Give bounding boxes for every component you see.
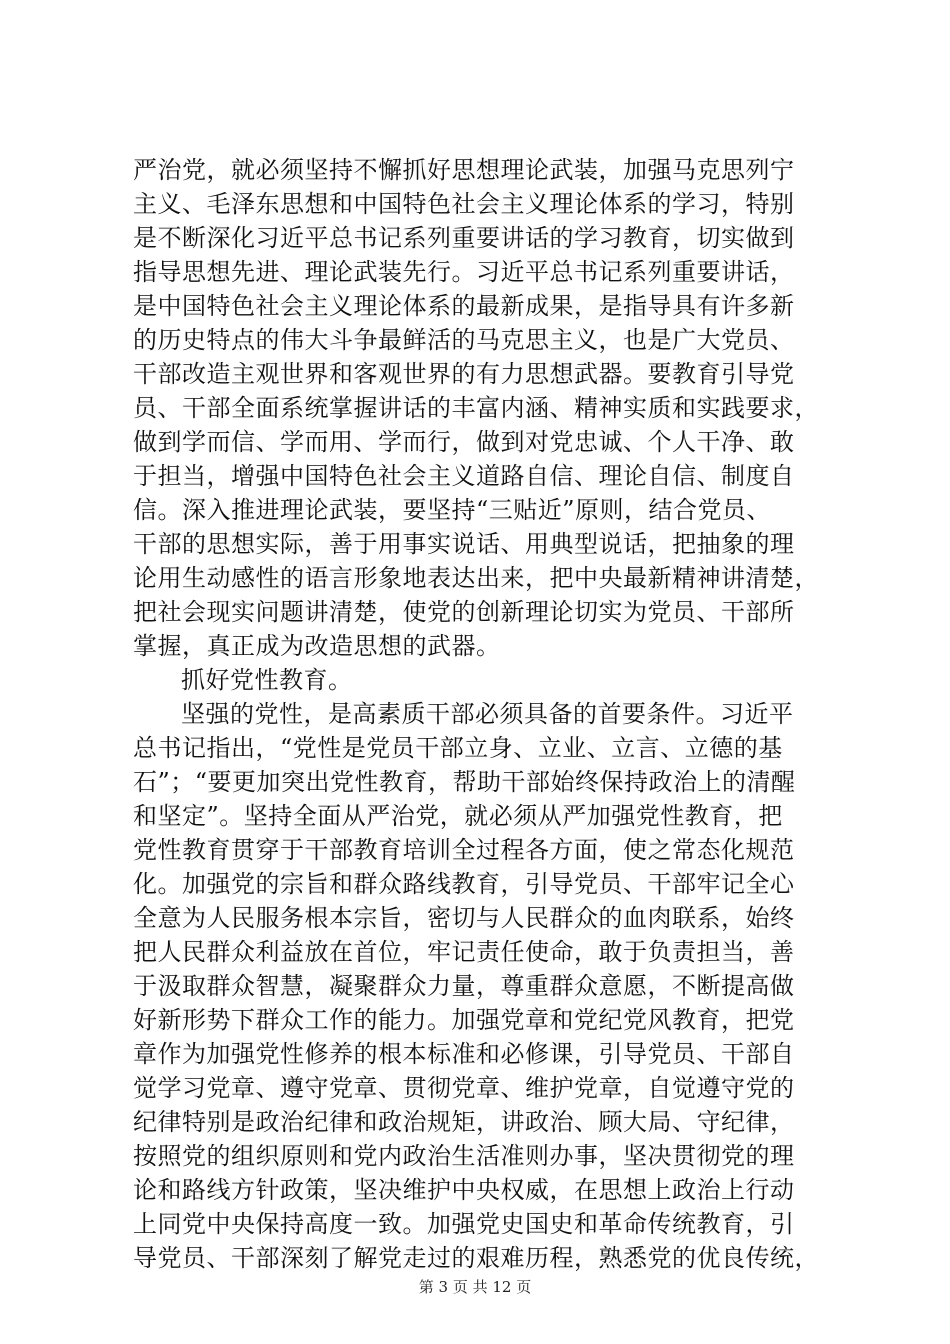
text-line: 觉学习党章、遵守党章、贯彻党章、维护党章，自觉遵守党的	[133, 1074, 795, 1102]
text-line: 导党员、干部深刻了解党走过的艰难历程，熟悉党的优良传统，	[133, 1244, 819, 1272]
text-line: 把社会现实问题讲清楚，使党的创新理论切实为党员、干部所	[133, 598, 795, 626]
text-line: 干部改造主观世界和客观世界的有力思想武器。要教育引导党	[133, 360, 795, 388]
text-line: 抓好党性教育。	[181, 666, 353, 694]
text-line: 坚强的党性，是高素质干部必须具备的首要条件。习近平	[181, 700, 794, 728]
text-line: 纪律特别是政治纪律和政治规矩，讲政治、顾大局、守纪律，	[133, 1108, 795, 1136]
text-line: 主义、毛泽东思想和中国特色社会主义理论体系的学习，特别	[133, 190, 795, 218]
text-line: 党性教育贯穿于干部教育培训全过程各方面，使之常态化规范	[133, 836, 795, 864]
text-line: 于汲取群众智慧，凝聚群众力量，尊重群众意愿，不断提高做	[133, 972, 795, 1000]
text-line: 章作为加强党性修养的根本标准和必修课，引导党员、干部自	[133, 1040, 795, 1068]
text-line: 员、干部全面系统掌握讲话的丰富内涵、精神实质和实践要求，	[133, 394, 819, 422]
text-line: 掌握，真正成为改造思想的武器。	[133, 632, 501, 660]
text-line: 上同党中央保持高度一致。加强党史国史和革命传统教育，引	[133, 1210, 795, 1238]
text-line: 按照党的组织原则和党内政治生活准则办事，坚决贯彻党的理	[133, 1142, 795, 1170]
text-line: 化。加强党的宗旨和群众路线教育，引导党员、干部牢记全心	[133, 870, 795, 898]
text-line: 把人民群众利益放在首位，牢记责任使命，敢于负责担当，善	[133, 938, 795, 966]
text-line: 的历史特点的伟大斗争最鲜活的马克思主义，也是广大党员、	[133, 326, 795, 354]
text-line: 信。深入推进理论武装，要坚持“三贴近”原则，结合党员、	[133, 496, 772, 524]
text-line: 全意为人民服务根本宗旨，密切与人民群众的血肉联系，始终	[133, 904, 795, 932]
document-body	[133, 153, 833, 1275]
text-line: 是中国特色社会主义理论体系的最新成果，是指导具有许多新	[133, 292, 795, 320]
text-line: 和坚定”。坚持全面从严治党，就必须从严加强党性教育，把	[133, 802, 783, 830]
text-line: 是不断深化习近平总书记系列重要讲话的学习教育，切实做到	[133, 224, 795, 252]
text-line: 干部的思想实际，善于用事实说话、用典型说话，把抽象的理	[133, 530, 795, 558]
text-line: 指导思想先进、理论武装先行。习近平总书记系列重要讲话，	[133, 258, 795, 286]
text-line: 石”；“要更加突出党性教育，帮助干部始终保持政治上的清醒	[133, 768, 796, 796]
text-line: 于担当，增强中国特色社会主义道路自信、理论自信、制度自	[133, 462, 795, 490]
text-line: 做到学而信、学而用、学而行，做到对党忠诚、个人干净、敢	[133, 428, 795, 456]
page-number-footer: 第 3 页 共 12 页	[418, 1278, 532, 1296]
text-line: 严治党，就必须坚持不懈抓好思想理论武装，加强马克思列宁	[133, 156, 795, 184]
text-line: 总书记指出，“党性是党员干部立身、立业、立言、立德的基	[133, 734, 783, 762]
text-line: 论和路线方针政策，坚决维护中央权威，在思想上政治上行动	[133, 1176, 795, 1204]
text-line: 好新形势下群众工作的能力。加强党章和党纪党风教育，把党	[133, 1006, 795, 1034]
text-line: 论用生动感性的语言形象地表达出来，把中央最新精神讲清楚，	[133, 564, 819, 592]
